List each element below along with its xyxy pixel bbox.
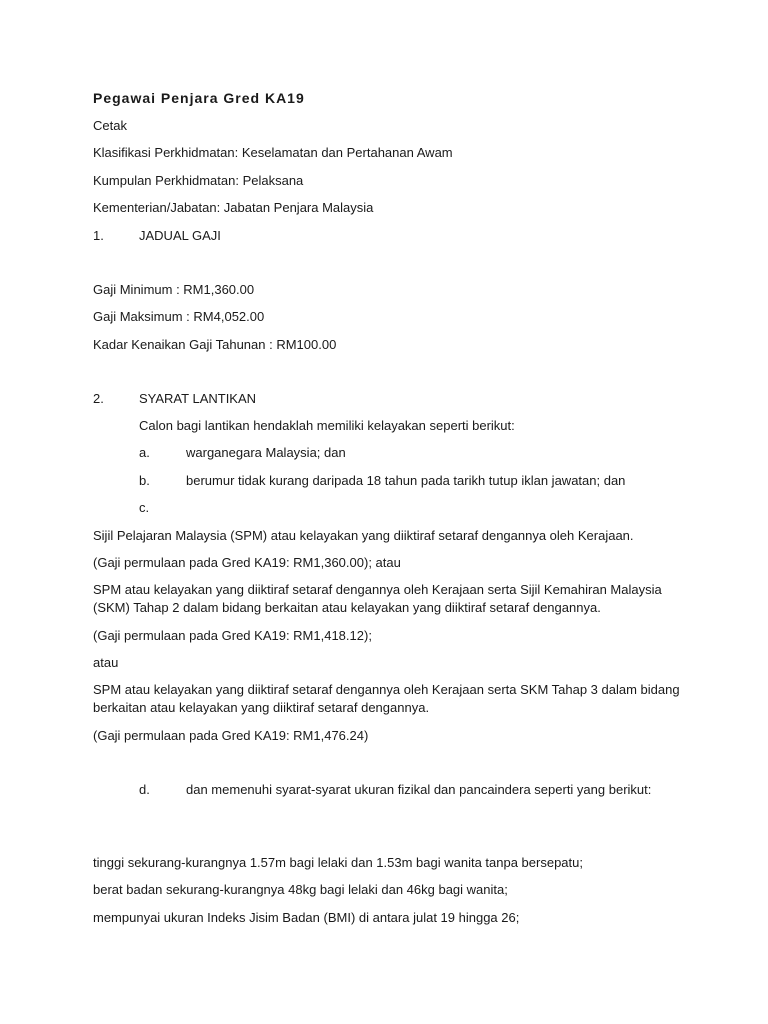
section1-heading: JADUAL GAJI [139,228,221,243]
fizikal-bmi: mempunyai ukuran Indeks Jisim Badan (BMI) di antara julat 19 hingga 26; [93,910,520,925]
page-title: Pegawai Penjara Gred KA19 [93,90,305,106]
gaji-permulaan-3: (Gaji permulaan pada Gred KA19: RM1,476.24) [93,728,369,743]
fizikal-tinggi: tinggi sekurang-kurangnya 1.57m bagi lelaki dan 1.53m bagi wanita tanpa bersepatu; [93,855,583,870]
item-b-marker: b. [139,473,150,488]
item-b-text: berumur tidak kurang daripada 18 tahun pada tarikh tutup iklan jawatan; dan [186,473,626,488]
syarat-intro: Calon bagi lantikan hendaklah memiliki kelayakan seperti berikut: [139,418,515,433]
kumpulan-text: Kumpulan Perkhidmatan: Pelaksana [93,173,304,188]
spm-text: Sijil Pelajaran Malaysia (SPM) atau kelayakan yang diiktiraf setaraf dengannya oleh Kerajaan. [93,528,634,543]
skm-tahap2-text: SPM atau kelayakan yang diiktiraf setaraf dengannya oleh Kerajaan serta Sijil Kemahiran Malaysia (SKM) Tahap 2 dalam bidang berkaitan atau kelayakan yang diiktiraf setaraf dengannya. [93,582,662,615]
item-d-marker: d. [139,782,150,797]
atau-text: atau [93,655,119,670]
fizikal-berat: berat badan sekurang-kurangnya 48kg bagi lelaki dan 46kg bagi wanita; [93,882,508,897]
section2-number: 2. [93,391,104,406]
item-c-marker: c. [139,500,150,515]
kementerian-text: Kementerian/Jabatan: Jabatan Penjara Malaysia [93,200,374,215]
klasifikasi-text: Klasifikasi Perkhidmatan: Keselamatan dan Pertahanan Awam [93,145,453,160]
gaji-permulaan-1: (Gaji permulaan pada Gred KA19: RM1,360.00); atau [93,555,401,570]
gaji-minimum-text: Gaji Minimum : RM1,360.00 [93,282,255,297]
gaji-maksimum-text: Gaji Maksimum : RM4,052.00 [93,309,265,324]
item-a-text: warganegara Malaysia; dan [186,445,346,460]
print-link[interactable]: Cetak [93,118,127,133]
item-a-marker: a. [139,445,150,460]
section1-number: 1. [93,228,104,243]
item-d-text: dan memenuhi syarat-syarat ukuran fizikal dan pancaindera seperti yang berikut: [186,782,652,797]
gaji-permulaan-2: (Gaji permulaan pada Gred KA19: RM1,418.12); [93,628,372,643]
kenaikan-gaji-text: Kadar Kenaikan Gaji Tahunan : RM100.00 [93,337,337,352]
section2-heading: SYARAT LANTIKAN [139,391,257,406]
skm-tahap3-text: SPM atau kelayakan yang diiktiraf setaraf dengannya oleh Kerajaan serta SKM Tahap 3 dalam bidang berkaitan atau kelayakan yang diiktiraf setaraf dengannya. [93,682,680,715]
